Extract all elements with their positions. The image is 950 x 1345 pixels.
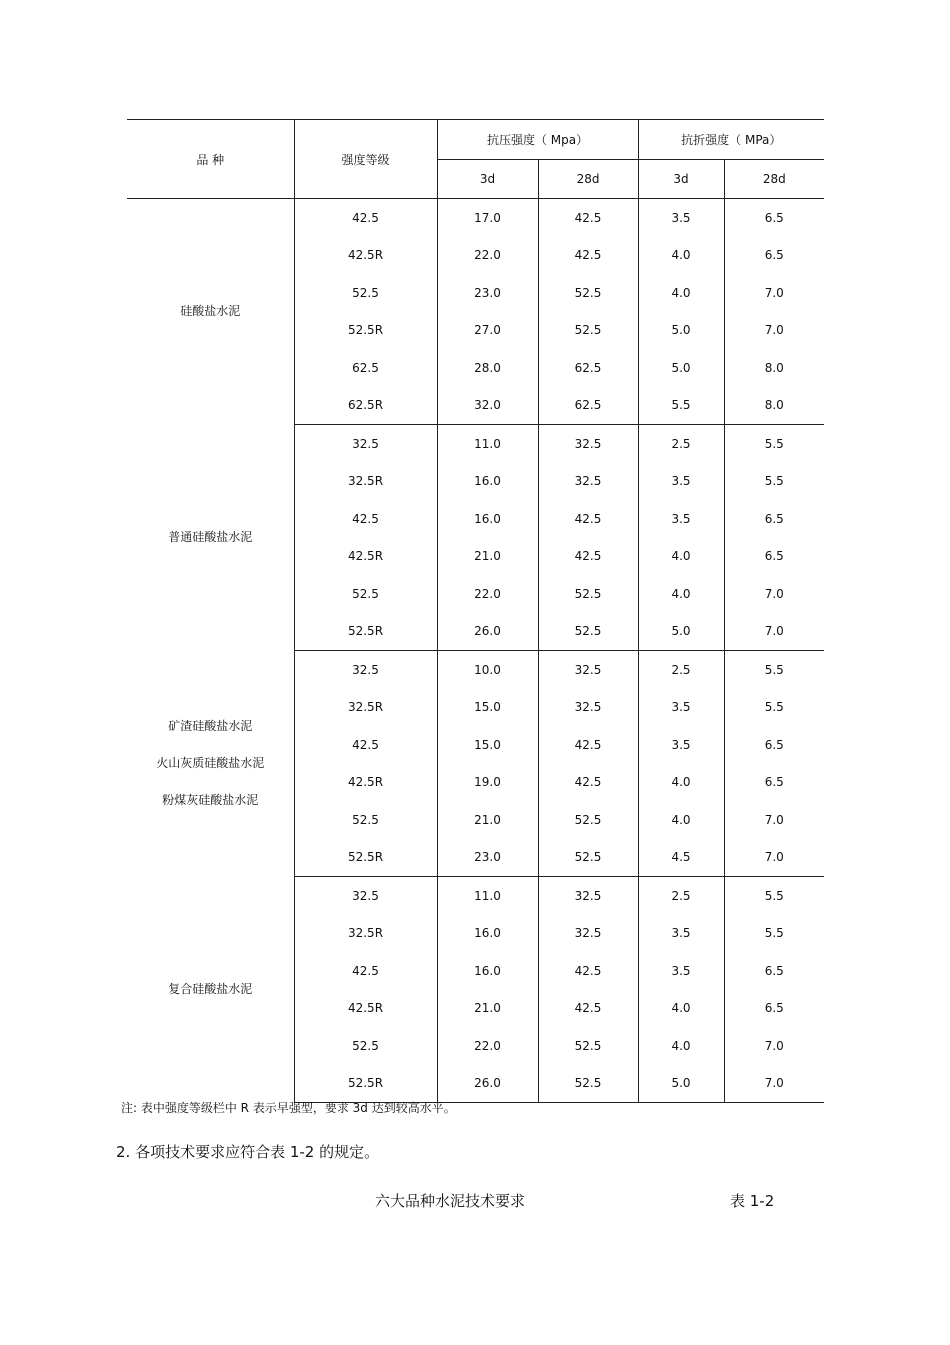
- compressive-3d-cell: 15.0: [437, 726, 538, 764]
- compressive-28d-cell: 42.5: [538, 199, 638, 237]
- compressive-28d-cell: 42.5: [538, 990, 638, 1028]
- flexural-3d-cell: 2.5: [638, 425, 724, 463]
- requirement-paragraph: 2. 各项技术要求应符合表 1-2 的规定。: [116, 1143, 380, 1161]
- grade-cell: 52.5: [294, 575, 437, 613]
- grade-cell: 52.5: [294, 274, 437, 312]
- compressive-3d-cell: 22.0: [437, 237, 538, 275]
- flexural-3d-cell: 4.0: [638, 801, 724, 839]
- flexural-28d-cell: 5.5: [764, 700, 784, 715]
- compressive-3d-cell: 15.0: [437, 689, 538, 727]
- grade-cell: 62.5R: [294, 387, 437, 425]
- compressive-28d-cell: 52.5: [538, 801, 638, 839]
- compressive-3d-cell: 16.0: [437, 463, 538, 501]
- flexural-3d-cell: 5.0: [638, 613, 724, 651]
- flexural-28d-cell: 5.5: [764, 888, 784, 903]
- variety-name: 复合硅酸盐水泥: [168, 982, 253, 996]
- grade-cell: 42.5: [294, 952, 437, 990]
- flexural-28d-cell: 7.0: [724, 613, 824, 651]
- flexural-3d-cell: 4.0: [638, 990, 724, 1028]
- grade-cell: 42.5R: [294, 764, 437, 802]
- table-row: [127, 651, 824, 689]
- flexural-3d-cell: 3.5: [638, 915, 724, 953]
- flexural-3d-cell: 4.0: [638, 575, 724, 613]
- flexural-3d-cell: 4.0: [638, 274, 724, 312]
- flexural-3d-cell: 4.0: [638, 764, 724, 802]
- header-flexural-3d: 3d: [638, 160, 724, 199]
- compressive-28d-cell: 32.5: [538, 651, 638, 689]
- variety-cell: [127, 877, 294, 1103]
- compressive-28d-cell: 42.5: [538, 500, 638, 538]
- compressive-28d-cell: 52.5: [538, 839, 638, 877]
- cement-strength-table: [127, 119, 824, 1103]
- grade-cell: 32.5R: [294, 915, 437, 953]
- flexural-3d-cell: 5.0: [638, 1065, 724, 1103]
- variety-cell: [127, 199, 294, 425]
- flexural-28d-cell: 6.5: [764, 511, 784, 526]
- flexural-28d-cell: 6.5: [764, 737, 784, 752]
- compressive-28d-cell: 52.5: [538, 312, 638, 350]
- variety-name: 硅酸盐水泥: [180, 304, 241, 319]
- compressive-28d-cell: 32.5: [538, 877, 638, 915]
- flexural-3d-cell: 3.5: [638, 952, 724, 990]
- grade-cell: 32.5: [294, 651, 437, 689]
- compressive-3d-cell: 16.0: [437, 952, 538, 990]
- compressive-3d-cell: 10.0: [437, 651, 538, 689]
- compressive-28d-cell: 42.5: [538, 538, 638, 576]
- variety-name: 普通硅酸盐水泥: [168, 530, 253, 544]
- flexural-28d-cell: 6.5: [764, 963, 784, 978]
- compressive-3d-cell: 19.0: [437, 764, 538, 802]
- flexural-28d-cell: 8.0: [764, 360, 784, 375]
- grade-cell: 52.5R: [294, 312, 437, 350]
- variety-cell: [127, 651, 294, 877]
- flexural-28d-cell: 6.5: [764, 549, 784, 564]
- flexural-28d-cell: 7.0: [764, 586, 784, 601]
- grade-cell: 42.5: [294, 726, 437, 764]
- compressive-28d-cell: 32.5: [538, 425, 638, 463]
- flexural-3d-cell: 4.0: [638, 1027, 724, 1065]
- flexural-3d-cell: 5.0: [638, 349, 724, 387]
- grade-cell: 32.5: [294, 877, 437, 915]
- flexural-28d-cell: 5.5: [764, 926, 784, 941]
- grade-cell: 52.5R: [294, 1065, 437, 1103]
- header-grade: 强度等级: [294, 120, 437, 199]
- grade-cell: 62.5: [294, 349, 437, 387]
- flexural-28d-cell: 7.0: [764, 812, 784, 827]
- table-row: [127, 199, 824, 237]
- header-flexural-28d: 28d: [762, 172, 786, 186]
- compressive-3d-cell: 16.0: [437, 500, 538, 538]
- compressive-3d-cell: 17.0: [437, 199, 538, 237]
- flexural-3d-cell: 3.5: [638, 199, 724, 237]
- compressive-28d-cell: 32.5: [538, 689, 638, 727]
- flexural-3d-cell: 3.5: [638, 726, 724, 764]
- grade-cell: 52.5: [294, 1027, 437, 1065]
- compressive-3d-cell: 26.0: [437, 613, 538, 651]
- header-flexural-strength: 抗折强度（ MPa）: [638, 120, 824, 160]
- flexural-28d-cell: 7.0: [724, 839, 824, 877]
- grade-cell: 42.5R: [294, 990, 437, 1028]
- compressive-28d-cell: 42.5: [538, 726, 638, 764]
- table-header: [127, 120, 824, 199]
- compressive-3d-cell: 11.0: [437, 877, 538, 915]
- header-compressive-strength: 抗压强度（ Mpa）: [437, 120, 638, 160]
- compressive-3d-cell: 23.0: [437, 274, 538, 312]
- flexural-28d-cell: 5.5: [764, 662, 784, 677]
- table-1-2-title: 六大品种水泥技术要求: [375, 1192, 526, 1210]
- grade-cell: 42.5R: [294, 538, 437, 576]
- flexural-28d-cell: 6.5: [764, 248, 784, 263]
- flexural-3d-cell: 5.5: [638, 387, 724, 425]
- flexural-28d-cell: 7.0: [764, 1038, 784, 1053]
- variety-name: 矿渣硅酸盐水泥: [168, 719, 253, 733]
- table-note: 注: 表中强度等级栏中 R 表示早强型，要求 3d 达到较高水平。: [121, 1101, 456, 1115]
- flexural-3d-cell: 4.5: [638, 839, 724, 877]
- grade-cell: 52.5: [294, 801, 437, 839]
- compressive-3d-cell: 27.0: [437, 312, 538, 350]
- flexural-3d-cell: 5.0: [638, 312, 724, 350]
- compressive-3d-cell: 22.0: [437, 1027, 538, 1065]
- compressive-28d-cell: 42.5: [538, 952, 638, 990]
- grade-cell: 32.5R: [294, 463, 437, 501]
- grade-cell: 42.5: [294, 199, 437, 237]
- flexural-28d-cell: 8.0: [724, 387, 824, 425]
- compressive-28d-cell: 52.5: [538, 575, 638, 613]
- grade-cell: 42.5: [294, 500, 437, 538]
- compressive-28d-cell: 52.5: [538, 1065, 638, 1103]
- variety-name: 火山灰质硅酸盐水泥: [156, 756, 265, 770]
- compressive-3d-cell: 16.0: [437, 915, 538, 953]
- compressive-28d-cell: 42.5: [538, 764, 638, 802]
- flexural-3d-cell: 4.0: [638, 538, 724, 576]
- header-variety: 品 种: [127, 120, 294, 199]
- compressive-3d-cell: 21.0: [437, 538, 538, 576]
- flexural-28d-cell: 7.0: [724, 1065, 824, 1103]
- compressive-28d-cell: 52.5: [538, 1027, 638, 1065]
- compressive-3d-cell: 23.0: [437, 839, 538, 877]
- table-body: [127, 199, 824, 1103]
- compressive-28d-cell: 52.5: [538, 613, 638, 651]
- header-compressive-3d: 3d: [437, 160, 538, 199]
- flexural-3d-cell: 3.5: [638, 463, 724, 501]
- table-1-2-number: 表 1-2: [730, 1192, 775, 1210]
- grade-cell: 52.5R: [294, 839, 437, 877]
- flexural-28d-cell: 5.5: [764, 436, 784, 451]
- variety-cell: [127, 425, 294, 651]
- compressive-3d-cell: 22.0: [437, 575, 538, 613]
- grade-cell: 32.5R: [294, 689, 437, 727]
- flexural-3d-cell: 4.0: [638, 237, 724, 275]
- flexural-28d-cell: 5.5: [764, 474, 784, 489]
- flexural-28d-cell: 7.0: [764, 285, 784, 300]
- flexural-3d-cell: 2.5: [638, 651, 724, 689]
- flexural-3d-cell: 3.5: [638, 500, 724, 538]
- compressive-3d-cell: 21.0: [437, 990, 538, 1028]
- table-row: [127, 425, 824, 463]
- flexural-3d-cell: 2.5: [638, 877, 724, 915]
- flexural-28d-cell: 6.5: [764, 775, 784, 790]
- variety-name: 粉煤灰硅酸盐水泥: [162, 793, 259, 807]
- compressive-3d-cell: 28.0: [437, 349, 538, 387]
- grade-cell: 32.5: [294, 425, 437, 463]
- compressive-28d-cell: 62.5: [538, 349, 638, 387]
- compressive-28d-cell: 52.5: [538, 274, 638, 312]
- compressive-28d-cell: 32.5: [538, 463, 638, 501]
- flexural-28d-cell: 6.5: [764, 210, 784, 225]
- table-row: [127, 877, 824, 915]
- flexural-28d-cell: 6.5: [764, 1001, 784, 1016]
- flexural-3d-cell: 3.5: [638, 689, 724, 727]
- compressive-3d-cell: 21.0: [437, 801, 538, 839]
- flexural-28d-cell: 7.0: [764, 323, 784, 338]
- compressive-3d-cell: 11.0: [437, 425, 538, 463]
- compressive-3d-cell: 32.0: [437, 387, 538, 425]
- compressive-28d-cell: 62.5: [538, 387, 638, 425]
- compressive-28d-cell: 32.5: [538, 915, 638, 953]
- header-compressive-28d: 28d: [538, 160, 638, 199]
- compressive-3d-cell: 26.0: [437, 1065, 538, 1103]
- grade-cell: 42.5R: [294, 237, 437, 275]
- grade-cell: 52.5R: [294, 613, 437, 651]
- compressive-28d-cell: 42.5: [538, 237, 638, 275]
